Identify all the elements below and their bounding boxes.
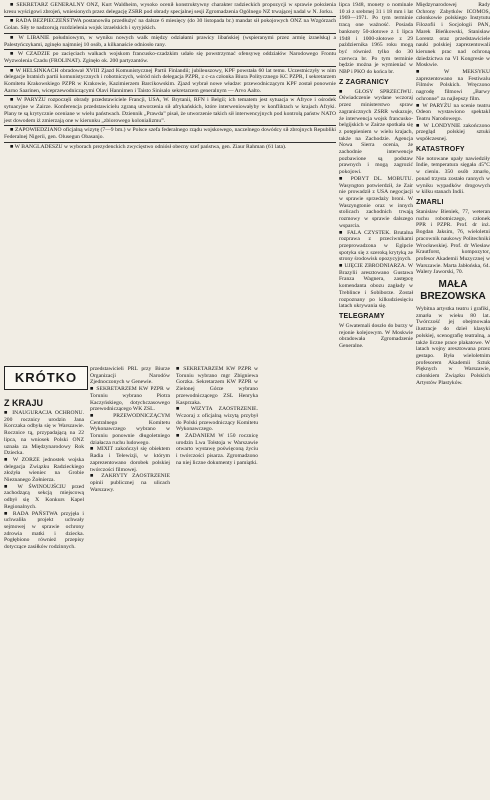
article-text: ■ FALA CZYSTEK. Brutalna rozprawa z przeciwnikami przeprowadzona w Egipcie spotyka się z szeroką krytyką ze strony środowisk opozycyjnych. <box>339 229 413 263</box>
article-text: Stanisław Bieniek, 77, weteran ruchu robotniczego, członek PPR i PZPR. Prof. dr inż. Bogdan Jaksim, 76, wieloletni pracownik naukowy Politechniki Wrocławskiej. Prof. dr Wiesław Krautforst, kompozytor, profesor Akademii Muzycznej w Warszawie. Marta Jabłońska, 64. Walery Jaworski, 70. <box>416 208 490 276</box>
article-text: W Gwatemali doszło do burzy w rejonie kolejowym. W Moskwie obradowała Zgromadzenie Generalne. <box>339 322 413 350</box>
article-text: ■ ZADANIEM W 150 rocznicę urodzin Lwa Tołstoja w Warszawie otwarto wystawę poświęconą życiu i twórczości pisarza. Zgromadzono na niej liczne dokumenty i pamiątki. <box>176 433 258 466</box>
article-text: ■ W PARYŻU na scenie teatru Odeon wystawiono spektakl Teatru Narodowego. <box>416 102 490 122</box>
column-right <box>416 2 490 386</box>
news-item: ■ RADA BEZPIECZEŃSTWA postanowiła przedłużyć na dalsze 6 miesięcy (do 30 listopada br.) mandat sił pokojowych ONZ na Wzgórzach Golan. Siły te nadzorują rozdzielenia wojsk izraelskich i syryjskich. <box>4 18 336 32</box>
article-text: ■ MIXIT zakończył się obiektem Radia i Telewizji, w którym zaprezentowano dorobek polskiej twórczości filmowej. <box>90 446 170 473</box>
article-text: lipca 1948, monety o nominale 10 zł z srebrnej 31 i 18 mm i lat 1969—1971. Po tym terminie tracą one ważność. Posiada banknoty 50-złotowe z 1 lipca 1948 i 1000-złotowe z 29 października 1965 roku mogą być również tylko do 30 czerwca br. Po tym terminie będzie można je wymieniać w NBP i PKO do końca br. <box>339 2 413 76</box>
top-news-block <box>4 2 336 150</box>
news-item: ■ W LIBANIE południowym, w wyniku nowych walk między odziałami prawicy libańskiej (wspieranymi przez armię izraelską) a Palestyńczykami, zginęło najmniej 10 osób, a kilkanaście odniosło rany. <box>4 34 336 48</box>
news-item: ■ W CZADZIE po zacięciach walkach wojskom francusko-czadzkim udało się powstrzymać ofensywę oddziałów Narodowego Frontu Wyzwolenia Czadu (FROLINAT). Zginęło ok. 200 partyzantów. <box>4 51 336 64</box>
news-item: ■ SEKRETARZ GENERALNY ONZ, Kurt Waldheim, wysoko ocenił konstruktywny charakter radzieckich propozycji w sprawie położenia kresu wyścigowi zbrojeń, wniesionych przez delegację ZSRR pod obrady specjalnej sesji Zgromadzenia Ogólnego NZ trwającej nadal w N. Jorku. <box>4 2 336 15</box>
article-text: ■ UJĘCIE ZBRODNIARZA. W Brazylii aresztowano Gustawa Franza Wagnera, zastępcę komendanta obozu zagłady w Treblince i Sobiborze. Został rozpoznany po kilkudziesięciu latach ukrywania się. <box>339 263 413 310</box>
article-text: Nie notowane upały nawiedziły Indie, temperatura sięgała 45°C w cieniu. 350 osób zmarło, ponad trzysta zostało rannych w wyniku wypadków drogowych w kilku stanach Indii. <box>416 155 490 196</box>
column-z-zagranicy <box>339 2 413 350</box>
section-heading: TELEGRAMY <box>339 312 385 320</box>
section-heading: Z KRAJU <box>4 398 44 408</box>
divider <box>4 66 336 67</box>
article-text: Wybitna artystka teatru i grafiki, zmarła w wieku 80 lat. Twórczość jej obejmowała ilustracje do dzieł klasyki polskiej, scenografię teatralną, a także liczne prace plakatowe. W latach wojny aresztowana przez gestapo. Była wieloletnim profesorem Akademii Sztuk Pięknych w Warszawie, członkiem Związku Polskich Artystów Plastyków. <box>416 306 490 386</box>
article-text: ■ PRZEWODNICZĄCYM Centralnego Komitetu Wykonawczego wybrano w Toruniu ponownie długoletniego działacza ruchu ludowego. <box>90 412 170 446</box>
article-text: ■ W LONDYNIE zakończono przegląd polskiej sztuki współczesnej. <box>416 122 490 143</box>
section-heading: KATASTROFY <box>416 145 465 153</box>
news-item: ■ ZAPOWIEDZIANO oficjalną wizytę (7—9 bm.) w Polsce szefa federalnego rządu wojskowego, naczelnego dowódcy sił zbrojnych Republiki Federalnej Nigerii, gen. Olusegun Obasanjo. <box>4 127 336 140</box>
column-z-kraju-1 <box>4 394 84 551</box>
news-item: ■ W PARYŻU rozpoczęli obrady przedstawiciele Francji, USA, W. Brytanii, RFN i Belgii; ich tematem jest sytuacja w Afryce i ośrodek sytuacyjne w Zairze. Konferencja przedstawicielu zgraną utworzenia sił afrykańskich, które interweniowałyby w konfliktach w krajach Afryki. Plany te są krytycznie oceniane w wielu państwach. Dziennik „Prawda” pisał, że utworzenie takich sił interwencyjnych pod kontrolą państw NATO jest dowodem iż zmierzają one w kierunku „zbiorowego kolonializmu”. <box>4 97 336 124</box>
divider <box>4 33 336 34</box>
section-heading: ZMARLI <box>416 198 444 206</box>
column-z-kraju-2 <box>90 366 170 493</box>
divider <box>4 142 336 143</box>
krotko-box: KRÓTKO <box>4 366 88 390</box>
section-heading: MAŁA BREZOWSKA <box>420 279 486 303</box>
section-heading: Z ZAGRANICY <box>339 78 390 86</box>
article-text: ■ RADA PAŃSTWA przyjęła i uchwaliła projekt uchwały sejmowej w sprawie ochrony zdrowia matki i dziecka. Pogłębiono również przepisy dotyczące zasiłków rodzinnych. <box>4 510 84 551</box>
article-text: ■ SEKRETARZEM KW PZPR w Toruniu wybrano mgr Zbigniewa Gorzka. Sekretarzem KW PZPR w Zielonej Górze wybrano przewodniczącego ZSL Henryka Kasprzaka. <box>176 366 258 406</box>
article-text: Międzynarodowej Rady Ochrony Zabytków ICOMOS, członkowie polskiego Instytutu Filozofii i Socjologii PAN, Marek Bieńkowski, Stanisław Lorentz oraz przedstawiciele nauki polskiej zaprezentowali kierunek prac nad ochroną dziedzictwa na VI Kongresie w Moskwie. <box>416 2 490 69</box>
article-text: ■ SEKRETARZEM KW PZPR w Toruniu wybrano Piotra Kaczyńskiego, dotychczasowego przewodniczącego WK ZSL. <box>90 386 170 413</box>
article-text: ■ POBYT DL. MOBUTU. Wasyngton potwierdził, że Zair nie prowadził z USA negocjacji w sprawie sprzedaży broni. W Waszyngtonie oraz w innych stolicach zachodnich trwają rozmowy w sprawie dalszego wsparcia. <box>339 175 413 229</box>
article-text: ■ W ŚWINOUJŚCIU przed zachodzącą sekcją miejscową odbył się X Konkurs Kapel Regionalnych. <box>4 483 84 510</box>
news-item: ■ W HELSINKACH obradował XVIII Zjazd Komunistycznej Partii Finlandii; jubileuszowy, KPF powstała 60 lat temu. Uczestniczyły w nim delegacje bratnich partii komunistycznych i robotniczych, wśród nich delegacja PZPR, z c-ca członka Biura Politycznego KC PZPR, I sekretarzem Komitetu Krakowskiego PZPR w Krakowie, Kazimierzem Barcikowskim. Zjazd wybrał nowe władze: przewodniczącym KPF został ponownie Aarno Saarinen, wiceprzewodniczącymi Olavi Hannimen i Taisto Sinisalo sekretarzem generalnym — Arvo Aalto. <box>4 67 336 94</box>
article-text: ■ W ZORZE jednostek wojska delegacja Związku Radzieckiego złożyła wieniec na Grobie Nieznanego Żołnierza. <box>4 456 84 484</box>
article-text: ■ WIZYTA ZAOSTRZENIE. Wczoraj z oficjalną wizytą przybył do Polski przewodniczący Komitetu Wykonawczego. <box>176 406 258 433</box>
column-z-kraju-3 <box>176 366 258 467</box>
article-text: ■ W MEKSYKU zaprezentowano na Festiwalu Filmów Polskich. Wręczono nagrodę filmowi „Barwy ochronne” za najlepszy film. <box>416 69 490 102</box>
article-text: ■ ZAKRYTY ZAOSTRZENIE opinii publicznej na ulicach Warszawy. <box>90 473 170 493</box>
article-text: ■ INAUGURACJA OCHRONU. 200 rocznicy urodzin Jana Korczaka odbyła się w Warszawie. Rocznice tą, przypadającą na 22 lipca, na wniosek Polski ONZ uznała za Międzynarodowy Rok Dziecka. <box>4 410 84 457</box>
article-text: przedstawicieli PRL przy Biurze Organizacji Narodów Zjednoczonych w Genewie. <box>90 366 170 386</box>
news-item: ■ W BANGLADESZU w wyborach prezydenckich zwycięstwo odniósł obecny szef państwa, gen. Ziaur Rahman (61 lata). <box>10 143 287 150</box>
article-text: ■ GŁOSY SPRZECIWU. Oświadczenie wydane wczoraj przez ministerstwo spraw zagranicznych ZSRR wskazuje, że interwencja wojsk francusko-belgijskich w Zairze spotkała się z potępieniem w wielu krajach, także na Zachodzie. Agencja Nowa Sierra ocenia, że zachodnie interwencje pozbawione są podstaw prawnych i mogą zagrozić pokojowi. <box>339 88 413 176</box>
